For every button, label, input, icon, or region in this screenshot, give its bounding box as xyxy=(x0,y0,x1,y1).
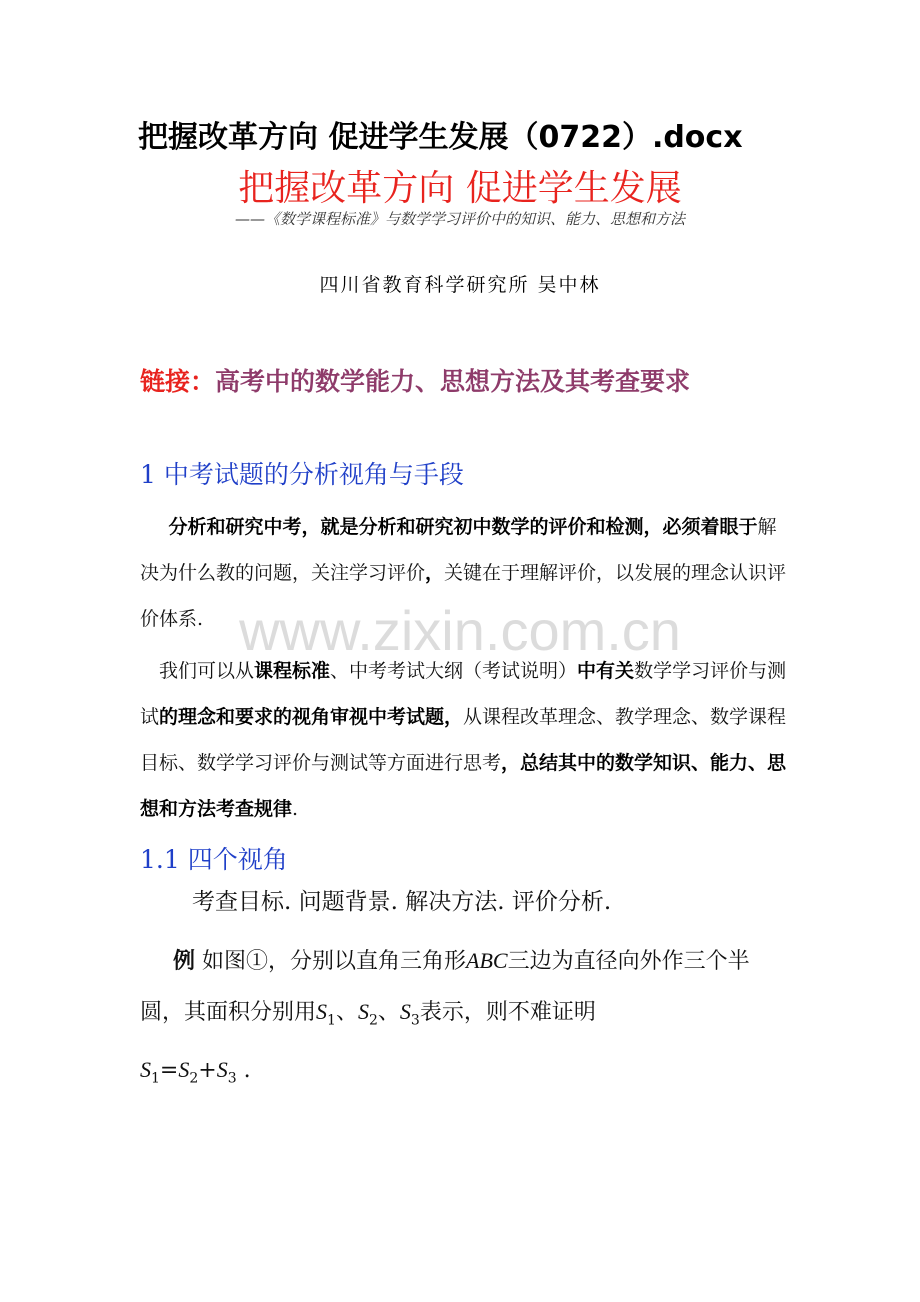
s2-symbol: S xyxy=(357,999,369,1024)
para1-text-1: 解决为什么教的问题，关注学习评价 xyxy=(140,516,777,584)
eq-s2-subscript: 2 xyxy=(189,1070,199,1087)
s2-subscript: 2 xyxy=(368,1012,378,1029)
equals-sign: = xyxy=(159,1058,179,1084)
para2-text-2: 、中考考试大纲（考试说明） xyxy=(330,660,578,682)
para2-bold-2: 中有关 xyxy=(577,660,635,682)
subtitle: ——《数学课程标准》与数学学习评价中的知识、能力、思想和方法 xyxy=(234,210,685,228)
example-label: 例 xyxy=(173,948,196,974)
link-line xyxy=(140,362,690,398)
paragraph-1 xyxy=(140,504,790,642)
sep-2: 、 xyxy=(377,1000,400,1025)
author-line: 四川省教育科学研究所 吴中林 xyxy=(319,274,601,296)
s1-symbol: S xyxy=(316,999,328,1024)
para2-text-4: 从课程改革理念、教学理念、数学课程目标、数学学习评价与测试等方面进行思考 xyxy=(140,706,787,774)
link-text[interactable]: 高考中的数学能力、思想方法及其考查要求 xyxy=(215,367,691,396)
para2-text-5: . xyxy=(292,798,299,820)
para2-bold-1: 课程标准 xyxy=(254,660,331,682)
para2-text-1: 我们可以从 xyxy=(159,660,255,682)
triangle-name: ABC xyxy=(466,948,508,973)
sep-1: 、 xyxy=(335,1000,358,1025)
link-label: 链接： xyxy=(140,367,216,396)
s3-subscript: 3 xyxy=(410,1012,420,1029)
file-title: 把握改革方向 促进学生发展（0722）.docx xyxy=(138,120,743,155)
eq-s1-symbol: S xyxy=(140,1057,151,1083)
section-heading-1: 1 中考试题的分析视角与手段 xyxy=(140,460,464,489)
watermark: www.zixin.com.cn xyxy=(239,599,681,662)
section-heading-1-1: 1.1 四个视角 xyxy=(140,845,288,874)
plus-sign: + xyxy=(198,1058,217,1084)
views-line: 考查目标. 问题背景. 解决方法. 评价分析. xyxy=(192,889,612,915)
para2-bold-3: 的理念和要求的视角审视中考试题， xyxy=(159,706,464,728)
s1-subscript: 1 xyxy=(327,1012,336,1029)
paragraph-2 xyxy=(140,648,790,832)
eq-s3-subscript: 3 xyxy=(227,1070,237,1087)
para1-bold-2: ， xyxy=(425,562,445,584)
para2-text-3: 数学学习评价与测试 xyxy=(140,660,787,728)
para1-bold-1: 分析和研究中考，就是分析和研究初中数学的评价和检测，必须着眼于 xyxy=(168,516,758,538)
eq-s2-symbol: S xyxy=(178,1057,190,1083)
para2-bold-4: ，总结其中的数学知识、能力、思想和方法考查规律 xyxy=(140,752,787,820)
s3-symbol: S xyxy=(399,999,411,1024)
example-text-1: 如图①，分别以直角三角形 xyxy=(195,949,467,974)
eq-s1-subscript: 1 xyxy=(151,1070,160,1087)
equation-end: . xyxy=(236,1058,251,1084)
example-text-2: 三边为直径向外作三个半圆，其面积分别用 xyxy=(140,949,750,1025)
example-paragraph xyxy=(140,936,790,1104)
main-title: 把握改革方向 促进学生发展 xyxy=(238,168,682,209)
eq-s3-symbol: S xyxy=(216,1057,228,1083)
example-text-3: 表示，则不难证明 xyxy=(419,1000,596,1025)
para1-text-2: 关键在于理解评价，以发展的理念认识评价体系. xyxy=(140,562,787,630)
